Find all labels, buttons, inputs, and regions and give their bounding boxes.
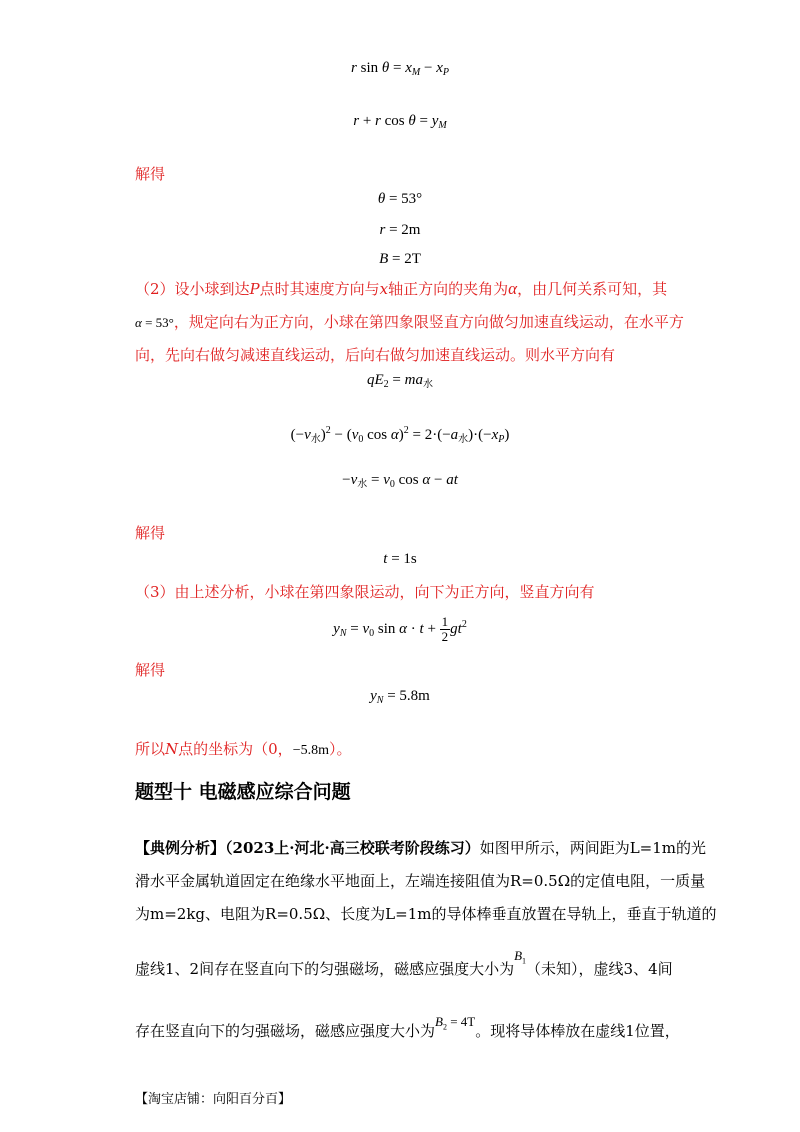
section-heading: 题型十 电磁感应综合问题 (135, 781, 351, 803)
equation-vertical-displacement: $y_N = v_0$ sin α · t + $\frac{1}{2}$ $gt^2$ (333, 614, 467, 644)
equation-radius: r = 2m (379, 222, 421, 238)
equation-geometry-1: r $\sin \theta = x_M - x_P$ (351, 60, 449, 78)
equation-theta: θ = 53° (377, 191, 423, 207)
equation-force: $qE_2 = ma_水$ (367, 372, 433, 390)
solve-label: 解得 (135, 165, 166, 183)
conclusion: 所以N点的坐标为（0，−5.8m）。 (135, 740, 352, 758)
part2-paragraph: （2）设小球到达P点时其速度方向与x轴正方向的夹角为α，由几何关系可知，其 α = 53°，规定向右为正方向，小球在第四象限竖直方向做匀加速直线运动，在水平方 向，先向右做匀减速直线运动，后向右做匀加速直线运动。则水平方向有 (135, 279, 684, 364)
solve-label: 解得 (135, 524, 166, 542)
equation-field: B = 2T (379, 251, 421, 267)
equation-time: t = 1s (383, 551, 417, 567)
part3-paragraph: （3）由上述分析，小球在第四象限运动，向下为正方向，竖直方向有 (135, 583, 595, 601)
example-line-4: 虚线1、2间存在竖直向下的匀强磁场，磁感应强度大小为$B_1$（未知），虚线3、4间 (135, 948, 673, 978)
equation-kinematics: $(-v_水)^2 - (v_0$ $\cos \alpha)^2 = 2\cdot(-a_水)\cdot(-x_P)$ (290, 425, 510, 445)
example-problem: 【典例分析】（2023上·河北·高三校联考阶段练习）如图甲所示，两间距为L=1m的光 滑水平金属轨道固定在绝缘水平地面上，左端连接阻值为R=0.5Ω的定值电阻，一质量 为m=2kg、电阻为R=0.5Ω、长度为L=1m的导体棒垂直放置在导轨上，垂直于轨道的 (135, 839, 717, 923)
solve-label: 解得 (135, 661, 166, 679)
example-line-5: 存在竖直向下的匀强磁场，磁感应强度大小为$B_2 = 4T$。现将导体棒放在虚线1位置， (135, 1014, 680, 1040)
equation-geometry-2: r + r $\cos \theta = y_M$ (353, 113, 447, 131)
equation-velocity: $-v_水 = v_0$ cos α − at (342, 472, 458, 490)
footer-shop-name: 【淘宝店铺：向阳百分百】 (135, 1092, 292, 1107)
equation-yn: $y_N = 5.8m$ (370, 688, 430, 706)
